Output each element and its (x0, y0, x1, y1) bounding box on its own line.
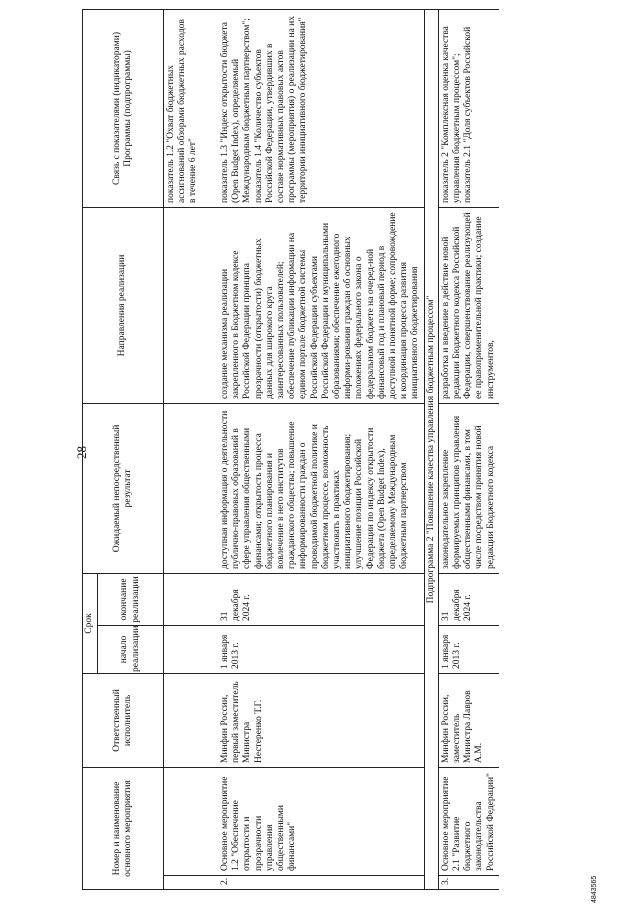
end-date: 31 декабря 2024 г. (438, 573, 499, 625)
link-cell: показатель 1.3 "Индекс открытости бюджета (Open Budget Index), определяемый Международным бюджетным партнерством"; показатель 1.4 "Количество субъектов Российской Федерации, утвердивших в составе нормативных правовых актов программы (мероприятия) о реализации на их территории инициативного бюджетирования" (218, 9, 424, 207)
header-executor: Ответственный исполнитель (83, 673, 164, 767)
end-date: 31 декабря 2024 г. (218, 573, 424, 625)
header-end: окончание реализации (98, 573, 164, 625)
executor-cell (164, 673, 219, 767)
table-row (164, 9, 219, 889)
table-row (438, 9, 499, 889)
result-cell: доступная информация о деятельности публично-правовых образований в сфере управления общественными финансами; открытость процесса бюджетного планирования и вовлечение в него институтов гражданского общества; повышение информированности граждан о проводимой бюджетной политике и бюджетном процессе, возможность участвовать в практиках инициативного бюджетирования; улучшение позиции Российской Федерации по индексу открытости бюджета (Open Budget Index), определяемому Международным бюджетным партнерством (218, 403, 424, 573)
header-result: Ожидаемый непосредственный результат (83, 403, 164, 573)
program-activities-table (82, 9, 499, 890)
row-number: 3. (438, 876, 499, 890)
header-start: начало реализации (98, 625, 164, 673)
directions-cell (164, 207, 219, 403)
link-cell: показатель 1.2 "Охват бюджетных ассигнований обзорами бюджетных расходов в течение 6 лет" (164, 9, 219, 207)
subprogram-row (424, 9, 438, 889)
directions-cell: разработка и введение в действие новой редакции Бюджетного кодекса Российской Федерации, совершенствование реализующей ее правоприменительной практики; создание инструментов, (438, 207, 499, 403)
header-row (83, 9, 98, 889)
subprogram-title: Подпрограмма 2 "Повышение качества управления бюджетным процессом" (424, 9, 438, 889)
row-number (164, 876, 219, 890)
page-number: 28 (74, 446, 89, 459)
header-directions: Направления реализации (83, 207, 164, 403)
result-cell: законодательное закрепление формируемых принципов управления общественными финансами, в том числе посредством принятия новой редакции Бюджетного кодекса (438, 403, 499, 573)
link-cell: показатель 2 "Комплексная оценка качества управления бюджетным процессом"; показатель 2.1 "Доля субъектов Российской (438, 9, 499, 207)
activity-name: Основное мероприятие 1.2 "Обеспечение открытости и прозрачности управления общественными финансами" (218, 767, 424, 875)
start-date (164, 625, 219, 673)
header-link: Связь с показателями (индикаторами) Программы (подпрограммы) (83, 9, 164, 207)
result-cell (164, 403, 219, 573)
header-term: Срок (83, 573, 98, 673)
table-row (218, 9, 424, 889)
activity-name (164, 767, 219, 875)
executor-cell: Минфин России, заместитель Министра Лавров А.М. (438, 673, 499, 767)
directions-cell: создание механизма реализации закрепленного в Бюджетном кодексе Российской Федерации принципа прозрачности (открытости) бюджетных данных для широкого круга заинтересованных пользователей; обеспечение публикации информации на едином портале бюджетной системы Российской Федерации субъектами Российской Федерации и муниципальными образованиями; обеспечение ежегодного информи-рования граждан об основных положениях федерального закона о федеральном бюджете на очеред-ной финансовый год и плановый период в доступной и понятной форме; сопровождение и координация процесса развития инициативного бюджетирования (218, 207, 424, 403)
executor-cell: Минфин России, первый заместитель Министра Нестеренко Т.Г. (218, 673, 424, 767)
header-number-name: Номер и наименование основного мероприятия (83, 767, 164, 889)
row-number: 2. (218, 876, 424, 890)
end-date (164, 573, 219, 625)
start-date: 1 января 2013 г. (218, 625, 424, 673)
activity-name: Основное мероприятие 2.1 "Развитие бюджетного законодательства Российской Федерации" (438, 767, 499, 875)
start-date: 1 января 2013 г. (438, 625, 499, 673)
document-id: 4843565 (591, 875, 598, 903)
